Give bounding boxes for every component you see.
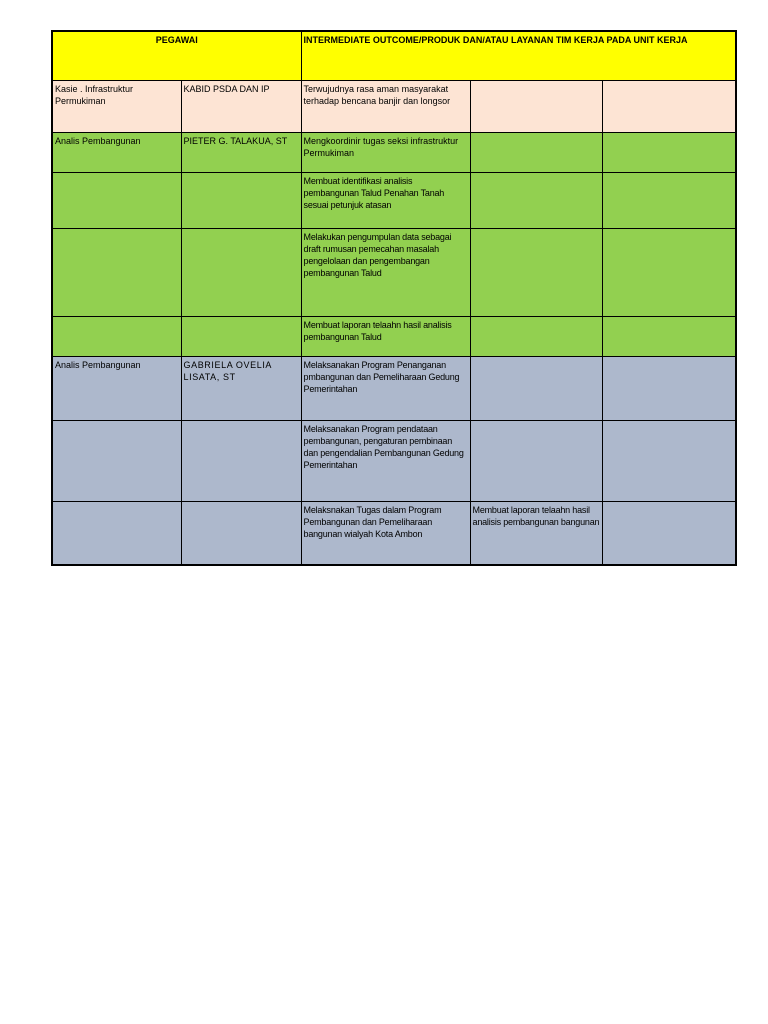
jabatan-cell bbox=[52, 501, 181, 565]
nama-cell bbox=[181, 420, 301, 501]
kegiatan-cell: Melaksanakan Program pendataan pembangunan, pengaturan pembinaan dan pengendalian Pembangunan Gedung Pemerintahan bbox=[301, 420, 470, 501]
produk-cell bbox=[470, 420, 602, 501]
produk-cell bbox=[470, 80, 602, 132]
kegiatan-cell: Melakukan pengumpulan data sebagai draft rumusan pemecahan masalah pengelolaan dan pengembangan pembangunan Talud bbox=[301, 228, 470, 316]
table-row bbox=[52, 316, 736, 356]
jabatan-cell bbox=[52, 316, 181, 356]
empty-cell bbox=[602, 172, 736, 228]
empty-cell bbox=[602, 80, 736, 132]
jabatan-cell: Analis Pembangunan bbox=[52, 356, 181, 420]
jabatan-cell: Kasie . Infrastruktur Permukiman bbox=[52, 80, 181, 132]
kegiatan-cell: Membuat laporan telaahn hasil analisis pembangunan Talud bbox=[301, 316, 470, 356]
empty-cell bbox=[602, 501, 736, 565]
nama-cell: GABRIELA OVELIA LISATA, ST bbox=[181, 356, 301, 420]
produk-cell bbox=[470, 316, 602, 356]
nama-cell bbox=[181, 316, 301, 356]
produk-cell bbox=[470, 356, 602, 420]
table-row bbox=[52, 80, 736, 132]
kegiatan-cell: Melaksanakan Program Penanganan pmbangunan dan Pemeliharaan Gedung Pemerintahan bbox=[301, 356, 470, 420]
empty-cell bbox=[602, 228, 736, 316]
empty-cell bbox=[602, 316, 736, 356]
spreadsheet-table bbox=[51, 30, 737, 566]
nama-cell bbox=[181, 172, 301, 228]
jabatan-cell bbox=[52, 420, 181, 501]
nama-cell: PIETER G. TALAKUA, ST bbox=[181, 132, 301, 172]
table-row bbox=[52, 132, 736, 172]
kegiatan-cell: Membuat identifikasi analisis pembangunan Talud Penahan Tanah sesuai petunjuk atasan bbox=[301, 172, 470, 228]
empty-cell bbox=[602, 420, 736, 501]
kegiatan-cell: Melaksnakan Tugas dalam Program Pembangunan dan Pemeliharaan bangunan wialyah Kota Ambon bbox=[301, 501, 470, 565]
table-row bbox=[52, 501, 736, 565]
table-row bbox=[52, 172, 736, 228]
nama-cell bbox=[181, 228, 301, 316]
table-row bbox=[52, 420, 736, 501]
empty-cell bbox=[602, 132, 736, 172]
jabatan-cell bbox=[52, 172, 181, 228]
header-row bbox=[52, 31, 736, 80]
empty-cell bbox=[602, 356, 736, 420]
table-row bbox=[52, 356, 736, 420]
jabatan-cell bbox=[52, 228, 181, 316]
kegiatan-cell: Mengkoordinir tugas seksi infrastruktur Permukiman bbox=[301, 132, 470, 172]
table-row bbox=[52, 228, 736, 316]
kegiatan-cell: Terwujudnya rasa aman masyarakat terhadap bencana banjir dan longsor bbox=[301, 80, 470, 132]
produk-cell bbox=[470, 172, 602, 228]
nama-cell bbox=[181, 501, 301, 565]
produk-cell bbox=[470, 228, 602, 316]
jabatan-cell: Analis Pembangunan bbox=[52, 132, 181, 172]
produk-cell: Membuat laporan telaahn hasil analisis pembangunan bangunan bbox=[470, 501, 602, 565]
header-outcome: INTERMEDIATE OUTCOME/PRODUK DAN/ATAU LAYANAN TIM KERJA PADA UNIT KERJA bbox=[301, 31, 736, 80]
header-pegawai: PEGAWAI bbox=[52, 31, 301, 80]
produk-cell bbox=[470, 132, 602, 172]
nama-cell: KABID PSDA DAN IP bbox=[181, 80, 301, 132]
